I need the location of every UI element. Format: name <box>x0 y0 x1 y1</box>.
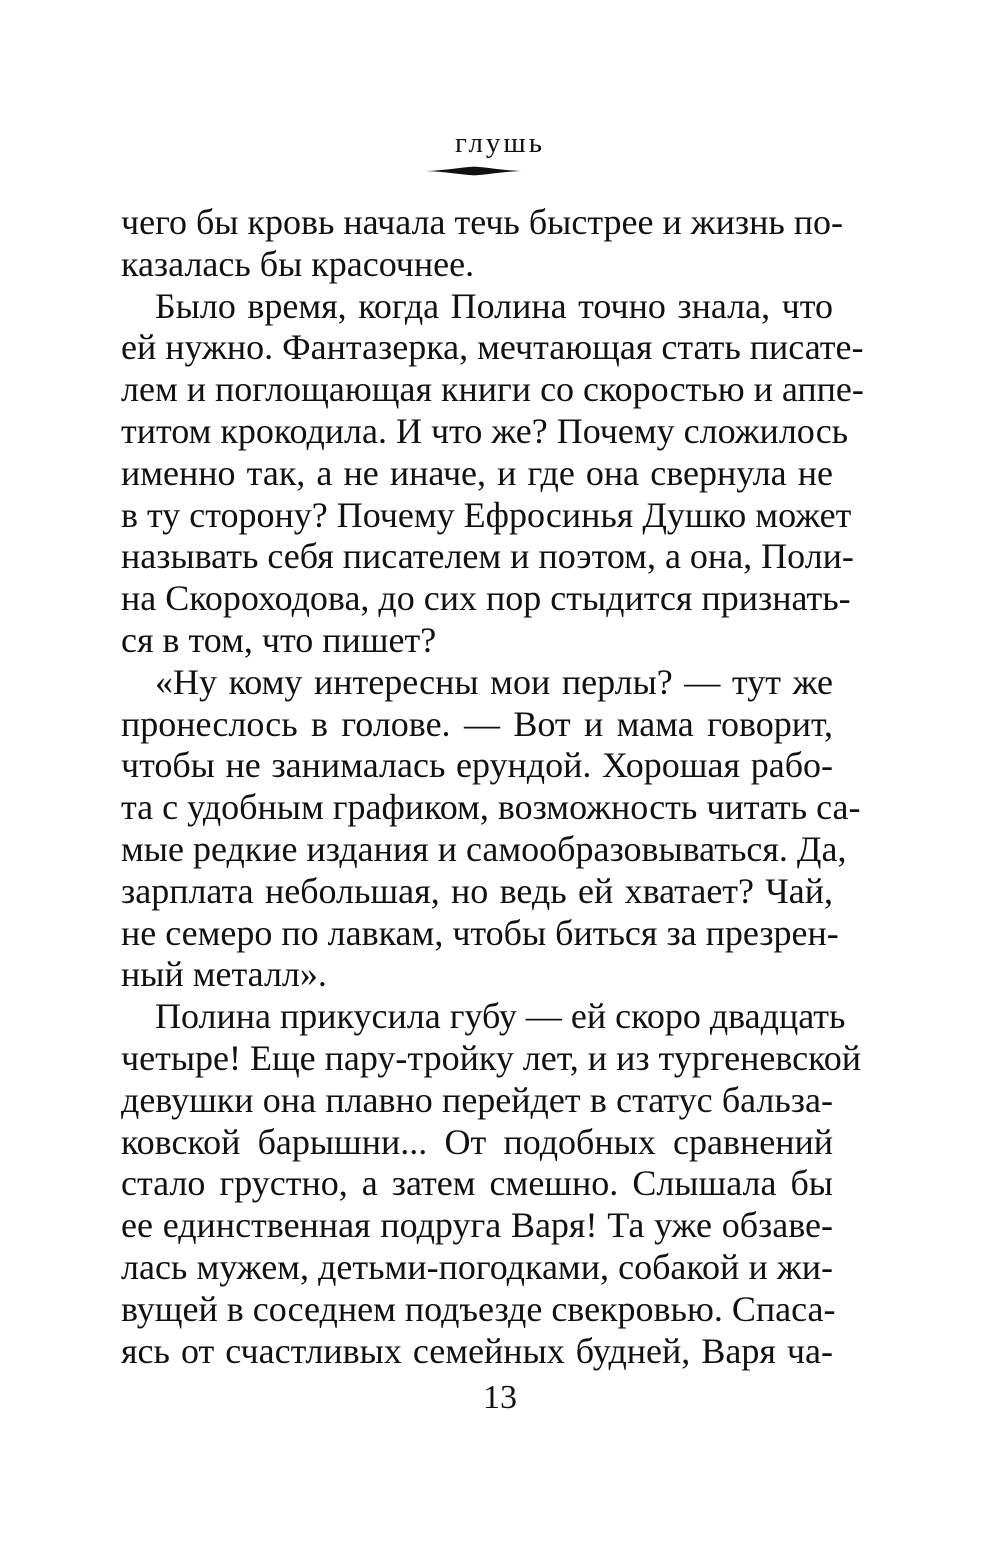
text-line: не семеро по лавкам, чтобы биться за презрен- <box>121 912 839 953</box>
text-line: стало грустно, а затем смешно. Слышала бы <box>121 1163 833 1204</box>
text-line: лась мужем, детьми-погодками, собакой и жи- <box>121 1246 833 1287</box>
text-line: ясь от счастливых семейных будней, Варя ча- <box>121 1330 833 1371</box>
body-text <box>121 202 864 1372</box>
text-line: пронеслось в голове. — Вот и мама говорит, <box>121 703 833 744</box>
text-line: называть себя писателем и поэтом, а она, Поли- <box>121 536 854 577</box>
text-line: ковской барышни... От подобных сравнений <box>121 1121 833 1162</box>
text-line: на Скороходова, до сих пор стыдится признать- <box>121 578 851 619</box>
text-line: вущей в соседнем подъезде свекровью. Спаса- <box>121 1288 836 1329</box>
text-line: Полина прикусила губу — ей скоро двадцать <box>155 996 846 1037</box>
page-number: 13 <box>483 1379 517 1416</box>
text-line: мые редкие издания и самообразовываться. Да, <box>121 828 847 869</box>
text-line: четыре! Еще пару-тройку лет, и из тургеневской <box>121 1037 862 1078</box>
text-line: Было время, когда Полина точно знала, что <box>155 285 833 326</box>
text-line: в ту сторону? Почему Ефросинья Душко может <box>121 494 852 535</box>
text-line: та с удобным графиком, возможность читать са- <box>121 787 861 828</box>
text-line: ся в том, что пишет? <box>121 619 437 660</box>
text-line: девушки она плавно перейдет в статус бальза- <box>121 1079 833 1120</box>
paragraph <box>121 285 864 662</box>
text-line: «Ну кому интересны мои перлы? — тут же <box>155 661 833 702</box>
paragraph <box>121 202 844 286</box>
text-line: ный металл». <box>121 954 327 995</box>
paragraph <box>121 996 862 1372</box>
running-head: глушь <box>455 127 545 159</box>
text-line: лем и поглощающая книги со скоростью и аппе- <box>121 369 864 410</box>
text-line: чего бы кровь начала течь быстрее и жизнь по- <box>121 202 844 242</box>
header-ornament-rule <box>426 166 522 176</box>
text-line: титом крокодила. И что же? Почему сложилось <box>121 410 849 451</box>
text-line: зарплата небольшая, но ведь ей хватает? Чай, <box>121 870 833 911</box>
text-line: казалась бы красочнее. <box>121 243 475 284</box>
paragraph <box>121 661 861 996</box>
text-line: ей нужно. Фантазерка, мечтающая стать писате- <box>121 327 864 368</box>
text-line: ее единственная подруга Варя! Та уже обзаве- <box>121 1205 833 1246</box>
text-line: именно так, а не иначе, и где она свернула не <box>121 452 833 493</box>
text-line: чтобы не занималась ерундой. Хорошая рабо- <box>121 745 833 786</box>
